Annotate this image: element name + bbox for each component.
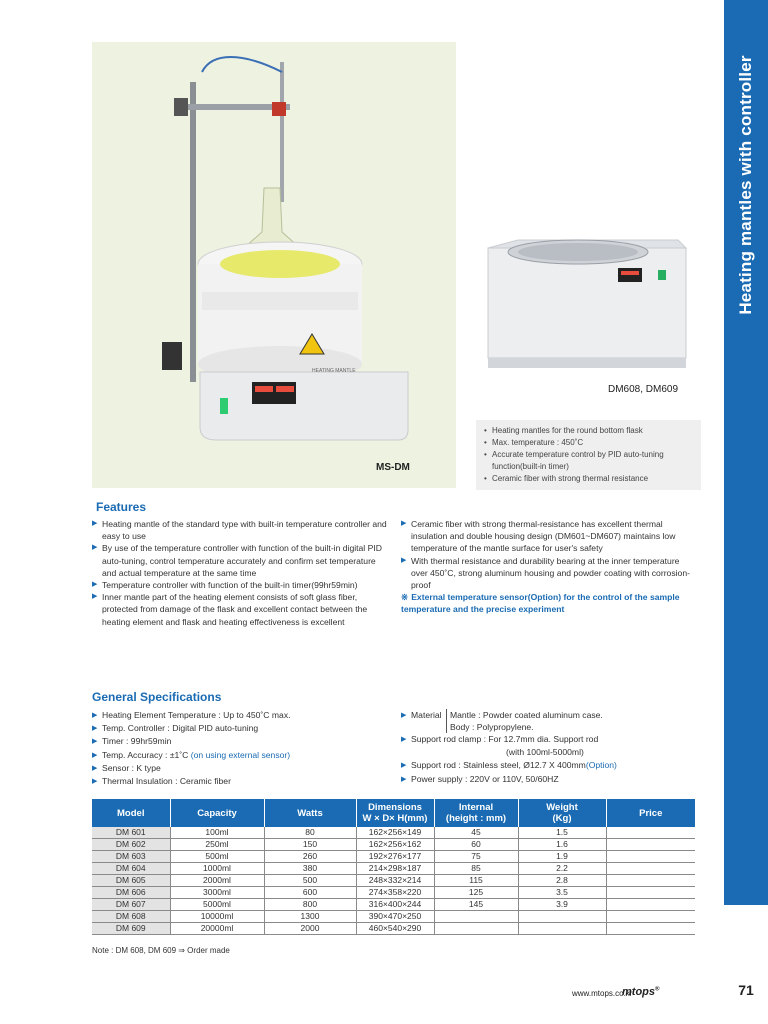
table-header-row (92, 799, 695, 827)
cell-dim: 214×298×187 (356, 863, 434, 875)
cell-model: DM 604 (92, 863, 170, 875)
cell-capacity: 500ml (170, 851, 264, 863)
table-row (92, 839, 695, 851)
cell-model: DM 609 (92, 923, 170, 935)
cell-internal: 145 (434, 899, 518, 911)
device-label: HEATING MANTLE (312, 368, 356, 374)
cell-weight: 1.9 (518, 851, 606, 863)
photo-caption-dm608: DM608, DM609 (608, 384, 679, 395)
spec-material (401, 709, 701, 733)
material-label: Material (411, 710, 442, 720)
note-text: External temperature sensor(Option) for the control of the sample temperature and the precise experiment (401, 592, 680, 615)
cell-weight: 1.6 (518, 839, 606, 851)
cell-watts: 80 (264, 827, 356, 839)
spec-item (92, 749, 392, 762)
features-left-list (92, 518, 392, 628)
table-row (92, 827, 695, 839)
table-row (92, 875, 695, 887)
cell-price (606, 887, 695, 899)
feature-item: ▶ With thermal resistance and durability bearing at the inner temperature over 450˚C, strong aluminum housing and powder coating with corrosion-proof (401, 555, 697, 592)
cell-price (606, 839, 695, 851)
header-capacity: Capacity (170, 799, 264, 827)
features-title: Features (96, 500, 147, 514)
cell-internal (434, 923, 518, 935)
spec-item: ▶ Temp. Controller : Digital PID auto-tuning (92, 722, 392, 735)
page-number: 71 (738, 982, 754, 998)
header-model: Model (92, 799, 170, 827)
highlight-item: • Accurate temperature control by PID auto-tuning function(built-in timer) (484, 449, 693, 473)
cell-model: DM 601 (92, 827, 170, 839)
cell-internal: 45 (434, 827, 518, 839)
brand-logo (622, 986, 659, 998)
cell-model: DM 606 (92, 887, 170, 899)
product-photo-dm608 (478, 238, 696, 378)
header-watts: Watts (264, 799, 356, 827)
cell-price (606, 851, 695, 863)
spec-item: ▶ Heating Element Temperature : Up to 450˚C max. (92, 709, 392, 722)
header-weight-1: Weight (546, 802, 578, 813)
cell-capacity: 3000ml (170, 887, 264, 899)
table-row (92, 923, 695, 935)
cell-dim: 316×400×244 (356, 899, 434, 911)
rod-text: Support rod : Stainless steel, Ø12.7 X 400mm (411, 760, 586, 771)
cell-watts: 260 (264, 851, 356, 863)
spec-clamp (401, 733, 701, 759)
table-row (92, 899, 695, 911)
cell-capacity: 2000ml (170, 875, 264, 887)
cell-watts: 1300 (264, 911, 356, 923)
spec-item: ▶ Thermal Insulation : Ceramic fiber (92, 775, 392, 788)
cell-model: DM 603 (92, 851, 170, 863)
cell-internal: 60 (434, 839, 518, 851)
specs-title: General Specifications (92, 690, 222, 704)
cell-weight: 3.9 (518, 899, 606, 911)
cell-watts: 500 (264, 875, 356, 887)
table-row (92, 851, 695, 863)
cell-capacity: 20000ml (170, 923, 264, 935)
feature-item: ▶ By use of the temperature controller with function of the built-in digital PID auto-tuning, control temperature accurately and confirm set temperature and actual temperature at the same time (92, 542, 392, 579)
cell-model: DM 602 (92, 839, 170, 851)
heating-mantle-illustration (92, 42, 456, 488)
cell-capacity: 1000ml (170, 863, 264, 875)
cell-model: DM 608 (92, 911, 170, 923)
highlight-item: • Max. temperature : 450˚C (484, 437, 693, 449)
features-note (401, 591, 697, 615)
cell-price (606, 863, 695, 875)
highlight-item: • Heating mantles for the round bottom flask (484, 425, 693, 437)
table-row (92, 887, 695, 899)
feature-item: ▶ Inner mantle part of the heating element consists of soft glass fiber, protected from damage of the flask and excellent contact between the heating element and flask and heating effectiveness is excellent (92, 591, 392, 628)
clamp-text-2: (with 100ml-5000ml) (506, 747, 584, 758)
cell-weight: 2.8 (518, 875, 606, 887)
cell-internal: 75 (434, 851, 518, 863)
header-weight-2: (Kg) (552, 813, 572, 824)
material-body: Body : Polypropylene. (449, 722, 534, 732)
header-price: Price (606, 799, 695, 827)
cell-dim: 162×256×162 (356, 839, 434, 851)
photo-caption-ms-dm: MS-DM (376, 462, 410, 473)
cell-watts: 800 (264, 899, 356, 911)
header-internal-2: (height : mm) (445, 813, 507, 824)
header-dimensions-1: Dimensions (368, 802, 422, 813)
rod-option: (Option) (585, 760, 617, 771)
cell-price (606, 923, 695, 935)
registered-mark: ® (655, 986, 660, 993)
cell-price (606, 875, 695, 887)
note-mark: ※ (401, 592, 409, 603)
cell-dim: 248×332×214 (356, 875, 434, 887)
cell-capacity: 10000ml (170, 911, 264, 923)
side-title: Heating mantles with controller (736, 55, 755, 315)
spec-accuracy: Temp. Accuracy : ±1˚C (102, 749, 189, 760)
cell-internal (434, 911, 518, 923)
header-weight (518, 799, 606, 827)
cell-dim: 274×358×220 (356, 887, 434, 899)
order-note: Note : DM 608, DM 609 ⇒ Order made (92, 946, 230, 955)
features-right-list (401, 518, 697, 616)
specs-right-list (401, 709, 701, 786)
cell-price (606, 899, 695, 911)
cell-capacity: 100ml (170, 827, 264, 839)
product-photo-ms-dm (92, 42, 456, 488)
header-internal-1: Internal (458, 802, 494, 813)
spec-item: ▶ Timer : 99hr59min (92, 735, 392, 748)
header-dimensions-2: W × D× H(mm) (362, 813, 428, 824)
specs-left-list (92, 709, 392, 788)
cell-weight: 2.2 (518, 863, 606, 875)
material-mantle: Mantle : Powder coated aluminum case. (449, 710, 603, 720)
cell-weight (518, 911, 606, 923)
spec-power: ▶ Power supply : 220V or 110V, 50/60HZ (401, 773, 701, 786)
cell-weight (518, 923, 606, 935)
spec-accuracy-note: (on using external sensor) (190, 749, 291, 760)
cell-capacity: 250ml (170, 839, 264, 851)
cell-capacity: 5000ml (170, 899, 264, 911)
cell-watts: 2000 (264, 923, 356, 935)
cell-dim: 192×276×177 (356, 851, 434, 863)
cell-model: DM 607 (92, 899, 170, 911)
feature-item: ▶ Ceramic fiber with strong thermal-resistance has excellent thermal insulation and double housing design (DM601~DM607) maintains low temperature of the mantle surface for user's safety (401, 518, 697, 555)
spec-rod (401, 759, 701, 772)
table-row (92, 863, 695, 875)
brand-logo-text: mtops (622, 986, 655, 998)
cell-dim: 390×470×250 (356, 911, 434, 923)
header-internal (434, 799, 518, 827)
cell-watts: 150 (264, 839, 356, 851)
model-table (92, 799, 695, 935)
cell-internal: 115 (434, 875, 518, 887)
cell-internal: 125 (434, 887, 518, 899)
cell-model: DM 605 (92, 875, 170, 887)
clamp-text: Support rod clamp : For 12.7mm dia. Support rod (411, 734, 599, 744)
cell-watts: 600 (264, 887, 356, 899)
cell-dim: 460×540×290 (356, 923, 434, 935)
cell-weight: 3.5 (518, 887, 606, 899)
header-dimensions (356, 799, 434, 827)
spec-item: ▶ Sensor : K type (92, 762, 392, 775)
cell-weight: 1.5 (518, 827, 606, 839)
cell-price (606, 911, 695, 923)
cell-dim: 162×256×149 (356, 827, 434, 839)
feature-item: ▶ Heating mantle of the standard type with built-in temperature controller and easy to use (92, 518, 392, 542)
cell-watts: 380 (264, 863, 356, 875)
table-row (92, 911, 695, 923)
highlight-item: • Ceramic fiber with strong thermal resistance (484, 473, 693, 485)
cell-internal: 85 (434, 863, 518, 875)
highlights-box (476, 420, 701, 490)
cell-price (606, 827, 695, 839)
footer-url[interactable]: www.mtops.co.kr (572, 989, 633, 998)
feature-item: ▶ Temperature controller with function of the built-in timer(99hr59min) (92, 579, 392, 591)
